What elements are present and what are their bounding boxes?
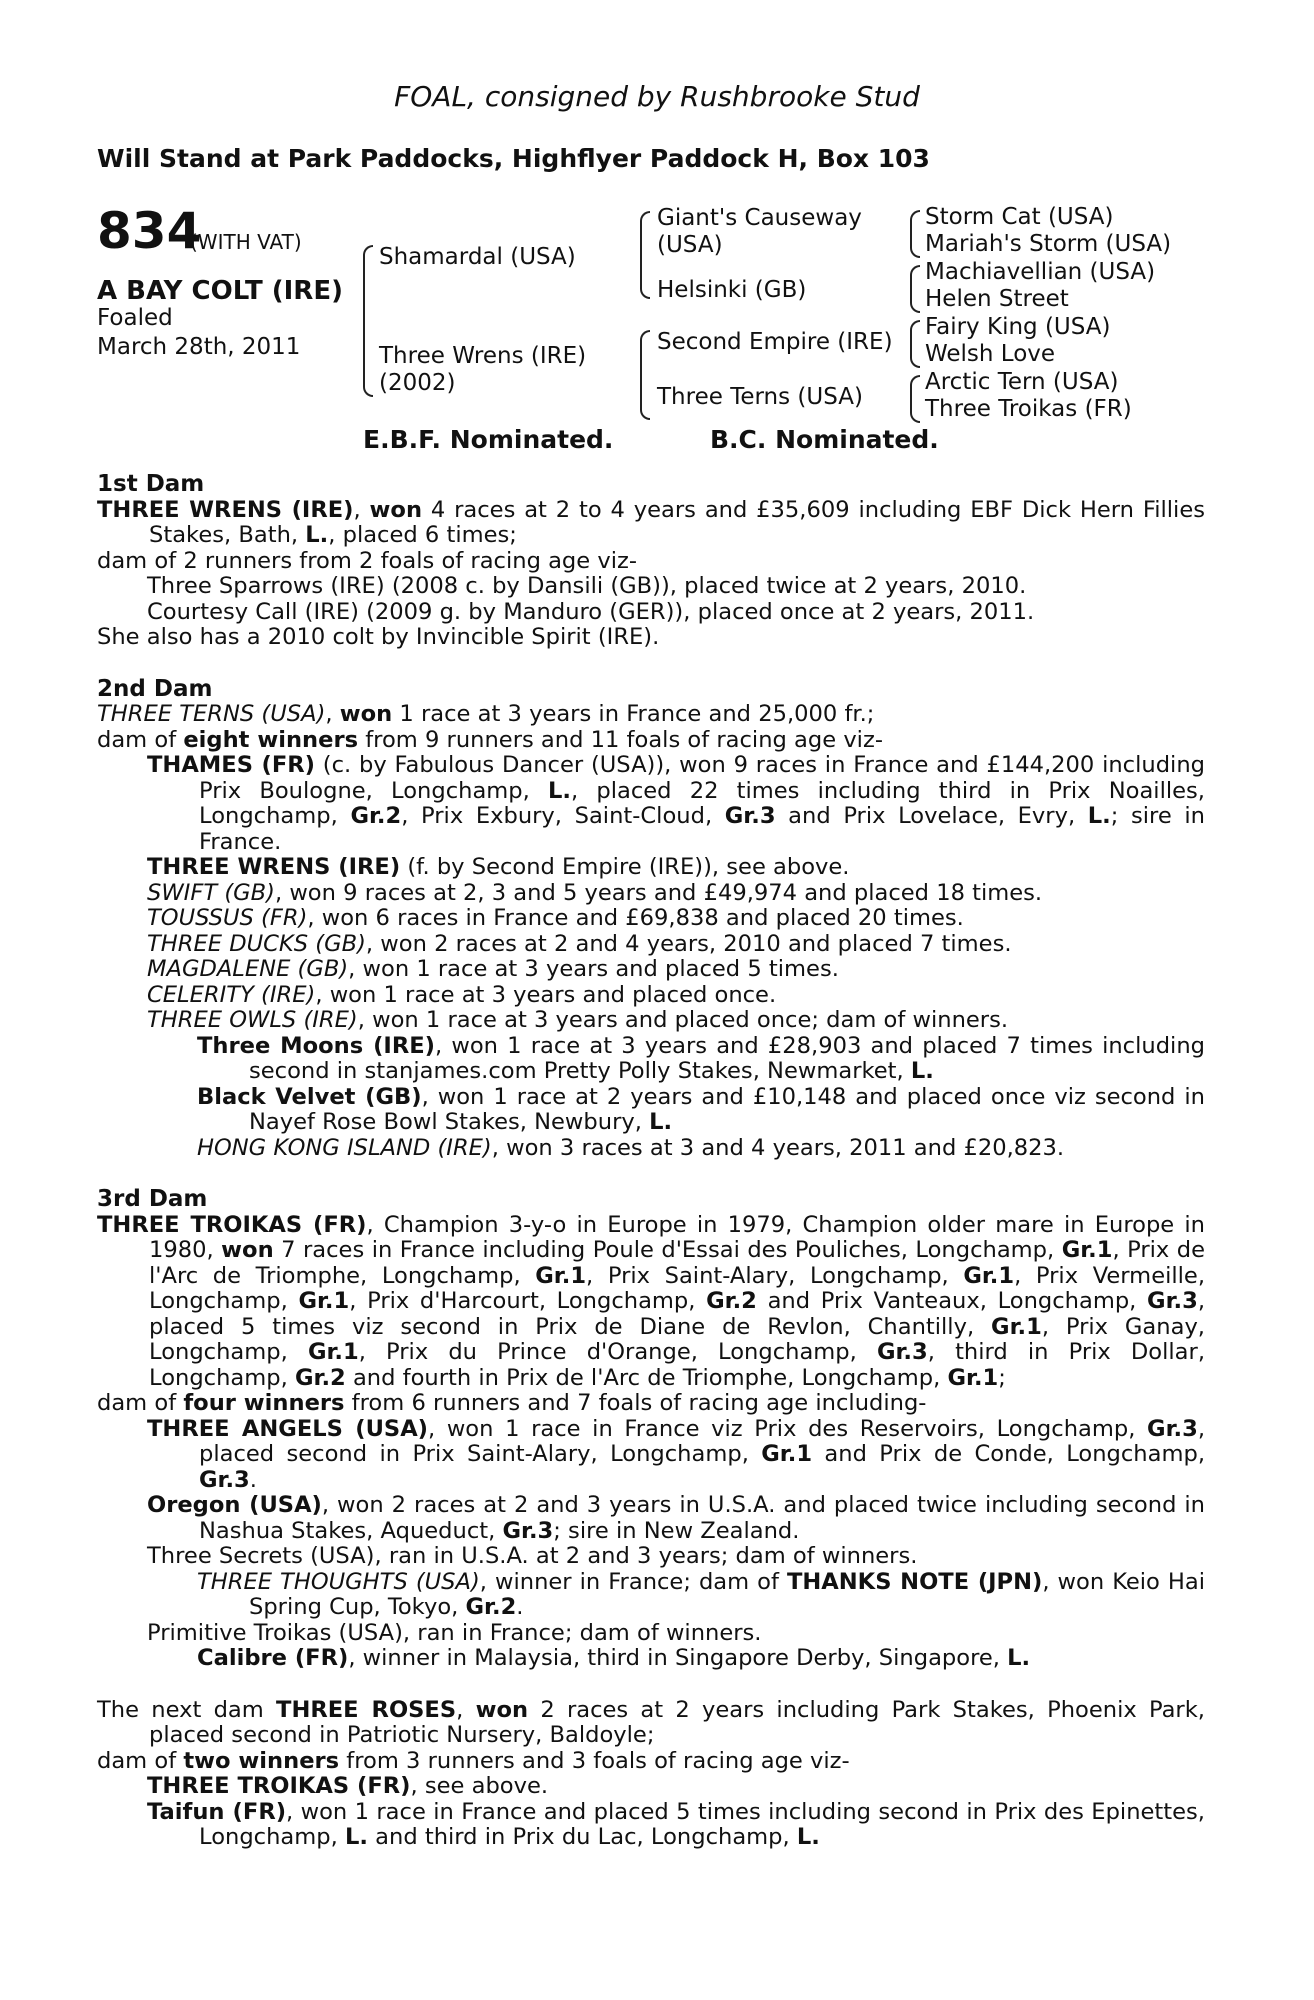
text: , winner in Malaysia, third in Singapore Derby, Singapore, (348, 1645, 1008, 1671)
grade-label: Gr.1 (298, 1288, 350, 1314)
text: , placed second in Prix Saint-Alary, Longchamp, (199, 1415, 1205, 1467)
winners-count: two winners (183, 1747, 340, 1774)
ss-parents-brace (910, 210, 920, 258)
horse-name: THREE ANGELS (USA) (147, 1415, 429, 1442)
second-dam-record (97, 702, 1205, 728)
produce-entry (97, 906, 1205, 932)
text: ; sire in New Zealand. (553, 1517, 800, 1544)
won-label: won (339, 701, 393, 727)
text: 4 races at 2 to 4 years and £35,609 including EBF Dick Hern Fillies Stakes, Bath, (149, 496, 1205, 548)
pedigree-ssd: Mariah's Storm (USA) (925, 231, 1172, 257)
produce-entry (97, 1008, 1205, 1034)
dam-name: THREE TROIKAS (FR) (97, 1211, 367, 1238)
text: The next dam (97, 1696, 277, 1723)
text: , (456, 1696, 476, 1723)
grand-produce-entry (97, 1570, 1205, 1621)
pedigree-sdd: Helen Street (925, 286, 1069, 312)
pedigree-ddd: Three Troikas (FR) (925, 396, 1132, 422)
text: from 6 runners and 7 foals of racing age including- (344, 1390, 927, 1416)
grade-label: L. (1007, 1645, 1031, 1671)
grade-label: L. (649, 1109, 673, 1135)
second-dam-heading: 2nd Dam (97, 675, 213, 702)
produce-entry (97, 855, 1205, 881)
text: , placed 6 times; (328, 522, 517, 548)
grand-produce-entry (97, 1034, 1205, 1085)
text: and Prix de Conde, Longchamp, (812, 1441, 1205, 1467)
text: , Prix Exbury, Saint-Cloud, (401, 803, 725, 829)
grade-label: L. (305, 522, 329, 548)
text: (f. by Second Empire (IRE)), see above. (400, 854, 850, 880)
horse-name: MAGDALENE (GB) (147, 956, 349, 982)
grand-produce-entry (97, 1646, 1205, 1672)
dam-name: THREE TERNS (USA) (97, 701, 326, 727)
horse-name: Black Velvet (GB) (197, 1083, 422, 1110)
grade-label: Gr.1 (963, 1262, 1015, 1289)
pedigree-sire-dam: Helsinki (GB) (657, 277, 807, 303)
text: , won 2 races at 2 and 4 years, 2010 and placed 7 times. (365, 930, 1012, 957)
sd-parents-brace (910, 265, 920, 313)
text: 2 races at 2 years including Park Stakes, Phoenix Park, placed second in Patriotic Nursery, Baldoyle; (149, 1696, 1205, 1748)
first-dam-produce-intro: dam of 2 runners from 2 foals of racing age viz- (97, 547, 638, 574)
horse-name: THREE THOUGHTS (USA) (197, 1568, 480, 1595)
grade-label: Gr.2 (706, 1288, 757, 1314)
won-label: won (369, 496, 423, 523)
ebf-nominated: E.B.F. Nominated. (363, 425, 614, 454)
vat-label: (WITH VAT) (190, 230, 302, 254)
catalogue-body (97, 472, 1205, 1851)
bc-nominated: B.C. Nominated. (710, 425, 939, 454)
pedigree-sire: Shamardal (USA) (379, 244, 576, 270)
consignment-line: FOAL, consigned by Rushbrooke Stud (394, 80, 920, 113)
text: from 9 runners and 11 foals of racing age viz- (358, 726, 883, 753)
horse-name: Taifun (FR) (147, 1798, 287, 1825)
horse-name: TOUSSUS (FR) (147, 905, 308, 931)
ds-parents-brace (910, 320, 920, 368)
grand-produce-entry (97, 1136, 1205, 1162)
text: dam of (97, 1747, 184, 1774)
produce-entry: Three Sparrows (IRE) (2008 c. by Dansili (GB)), placed twice at 2 years, 2010. (147, 573, 1027, 599)
text: ; (998, 1364, 1006, 1391)
pedigree-dsd: Welsh Love (925, 341, 1056, 367)
grade-label: Gr.2 (294, 1364, 346, 1391)
horse-name: Three Moons (IRE) (197, 1032, 435, 1059)
grand-produce-entry (97, 1085, 1205, 1136)
pedigree-sss: Storm Cat (USA) (925, 204, 1114, 230)
pedigree-dds: Arctic Tern (USA) (925, 369, 1119, 395)
grade-label: L. (344, 1824, 368, 1850)
grade-label: L. (1087, 803, 1111, 829)
grade-label: Gr.1 (761, 1441, 813, 1467)
dam-name: THREE ROSES (276, 1696, 457, 1723)
text: . (516, 1594, 524, 1620)
grade-label: Gr.1 (947, 1364, 999, 1391)
grade-label: Gr.3 (502, 1517, 554, 1544)
produce-entry (97, 957, 1205, 983)
grade-label: Gr.3 (876, 1339, 928, 1365)
pedigree-dam-year: (2002) (379, 370, 456, 396)
winners-count: eight winners (183, 726, 359, 753)
third-dam-record (97, 1213, 1205, 1392)
first-dam-note: She also has a 2010 colt by Invincible Spirit (IRE). (97, 624, 660, 650)
produce-entry (97, 753, 1205, 855)
won-label: won (221, 1237, 274, 1263)
grade-label: Gr.3 (1147, 1288, 1198, 1314)
foaled-info (97, 304, 337, 362)
text: , placed 5 times viz second in Prix de Diane de Revlon, Chantilly, (149, 1288, 1205, 1340)
text: , Champion 3-y-o in Europe in 1979, Champion older mare in Europe in 1980, (149, 1211, 1205, 1263)
text: dam of (97, 726, 184, 753)
text: . (249, 1466, 257, 1493)
horse-name: THREE WRENS (IRE) (147, 854, 401, 880)
grade-label: L. (796, 1824, 820, 1850)
second-dam-produce-intro (97, 728, 1205, 754)
grade-label: Gr.1 (535, 1262, 587, 1289)
text: dam of (97, 1390, 184, 1416)
stand-location: Will Stand at Park Paddocks, Highflyer Paddock H, Box 103 (97, 144, 930, 173)
text: , won 1 race in France and placed 5 times including second in Prix des Epinettes, Longchamp, (199, 1798, 1205, 1850)
dd-parents-brace (910, 375, 920, 423)
horse-name: THAMES (FR) (147, 752, 315, 778)
sire-parents-brace (640, 211, 650, 299)
horse-name: THREE OWLS (IRE) (147, 1007, 358, 1033)
text: , won 1 race at 3 years and placed once; dam of winners. (357, 1007, 1009, 1033)
produce-entry (97, 1774, 1205, 1800)
text: and Prix Lovelace, Evry, (775, 803, 1088, 829)
horse-name: Calibre (FR) (197, 1645, 349, 1671)
dam-parents-brace (640, 330, 650, 420)
produce-entry (97, 1417, 1205, 1494)
text: , winner in France; dam of (479, 1568, 787, 1595)
text: , won 3 races at 3 and 4 years, 2011 and £20,823. (491, 1134, 1065, 1161)
winners-count: four winners (183, 1390, 345, 1416)
third-dam-produce-intro (97, 1391, 1205, 1417)
text: , Prix d'Harcourt, Longchamp, (349, 1288, 707, 1314)
pedigree-dam-sire: Second Empire (IRE) (657, 329, 893, 355)
text: , (353, 496, 370, 523)
text: and third in Prix du Lac, Longchamp, (367, 1824, 797, 1850)
text: , won 1 race at 2 years and £10,148 and placed once viz second in Nayef Rose Bowl Stakes, Newbury, (249, 1083, 1205, 1135)
text: 1 race at 3 years in France and 25,000 fr.; (392, 701, 875, 727)
text: , won 1 race at 3 years and £28,903 and placed 7 times including second in stanjames.com Pretty Polly Stakes, Newmarket, (249, 1032, 1205, 1084)
text: , won 2 races at 2 and 3 years in U.S.A. and placed twice including second in Nashua Stakes, Aqueduct, (199, 1492, 1205, 1544)
grade-label: Gr.3 (724, 803, 776, 829)
text: , placed 22 times including third in Prix Noailles, Longchamp, (199, 777, 1205, 829)
horse-name: SWIFT (GB) (147, 879, 275, 906)
text: , won 1 race at 3 years and placed 5 times. (348, 956, 839, 982)
produce-entry: Primitive Troikas (USA), ran in France; dam of winners. (147, 1619, 762, 1646)
sire-dam-brace (363, 245, 373, 397)
foaled-date: March 28th, 2011 (97, 334, 301, 360)
text: (c. by Fabulous Dancer (USA)), won 9 races in France and £144,200 including Prix Boulogne, Longchamp, (199, 752, 1205, 804)
grade-label: Gr.3 (1147, 1415, 1198, 1442)
pedigree-dss: Fairy King (USA) (925, 314, 1111, 340)
text: , Prix du Prince d'Orange, Longchamp, (358, 1339, 877, 1365)
text: 7 races in France including Poule d'Essai des Pouliches, Longchamp, (273, 1237, 1062, 1263)
won-label: won (475, 1696, 529, 1723)
text: , won 1 race in France viz Prix des Reservoirs, Longchamp, (428, 1415, 1148, 1442)
text: , Prix Vermeille, Longchamp, (149, 1262, 1206, 1314)
text: , won Keio Hai Spring Cup, Tokyo, (249, 1568, 1206, 1620)
produce-entry: Courtesy Call (IRE) (2009 g. by Manduro (GER)), placed once at 2 years, 2011. (147, 598, 1035, 625)
lot-title: A BAY COLT (IRE) (97, 276, 343, 306)
grade-label: Gr.2 (465, 1594, 517, 1620)
produce-entry (97, 932, 1205, 958)
pedigree-sds: Machiavellian (USA) (925, 259, 1156, 285)
pedigree-dam (379, 343, 586, 397)
grade-label: Gr.1 (991, 1313, 1042, 1340)
text: ; sire in France. (199, 803, 1205, 855)
text: , (325, 701, 340, 727)
text: from 3 runners and 3 foals of racing age viz- (339, 1747, 850, 1774)
first-dam-heading: 1st Dam (97, 471, 205, 497)
produce-entry (97, 1800, 1205, 1851)
pedigree-dam-dam: Three Terns (USA) (657, 384, 863, 410)
first-dam-record (97, 498, 1205, 549)
pedigree-dam-name: Three Wrens (IRE) (379, 343, 587, 369)
foaled-label: Foaled (97, 305, 173, 331)
dam-name: THREE WRENS (IRE) (97, 496, 354, 523)
pedigree-ss-country: (USA) (657, 232, 723, 258)
grade-label: Gr.3 (199, 1466, 250, 1493)
text: , see above. (410, 1773, 549, 1799)
horse-name: CELERITY (IRE) (147, 981, 316, 1008)
grade-label: Gr.2 (350, 803, 402, 829)
horse-name: HONG KONG ISLAND (IRE) (197, 1134, 492, 1161)
produce-entry (97, 881, 1205, 907)
next-dam-produce-intro (97, 1749, 1205, 1775)
pedigree-sire-sire (657, 205, 862, 259)
text: and Prix Vanteaux, Longchamp, (756, 1288, 1148, 1314)
grade-label: L. (548, 777, 571, 804)
horse-name: THREE DUCKS (GB) (147, 930, 366, 957)
text: , third in Prix Dollar, Longchamp, (149, 1339, 1206, 1391)
lot-number: 834 (97, 202, 202, 260)
text: and fourth in Prix de l'Arc de Triomphe, Longchamp, (345, 1364, 948, 1391)
text: , Prix Saint-Alary, Longchamp, (586, 1262, 964, 1289)
horse-name: THREE TROIKAS (FR) (147, 1773, 411, 1799)
pedigree-ss-name: Giant's Causeway (657, 205, 862, 231)
third-dam-heading: 3rd Dam (97, 1186, 208, 1212)
grade-label: L. (910, 1058, 934, 1084)
produce-entry: Three Secrets (USA), ran in U.S.A. at 2 and 3 years; dam of winners. (147, 1543, 918, 1569)
next-dam-record (97, 1698, 1205, 1749)
grade-label: Gr.1 (307, 1339, 359, 1365)
grade-label: Gr.1 (1061, 1237, 1113, 1263)
text: , won 9 races at 2, 3 and 5 years and £49,974 and placed 18 times. (274, 879, 1043, 906)
text: , Prix de l'Arc de Triomphe, Longchamp, (149, 1237, 1206, 1289)
horse-name: THANKS NOTE (JPN) (786, 1568, 1043, 1595)
text: , won 6 races in France and £69,838 and placed 20 times. (307, 905, 964, 931)
text: , won 1 race at 3 years and placed once. (315, 981, 777, 1008)
produce-entry (97, 983, 1205, 1009)
produce-entry (97, 1493, 1205, 1544)
text: , Prix Ganay, Longchamp, (149, 1313, 1205, 1365)
horse-name: Oregon (USA) (147, 1492, 322, 1518)
